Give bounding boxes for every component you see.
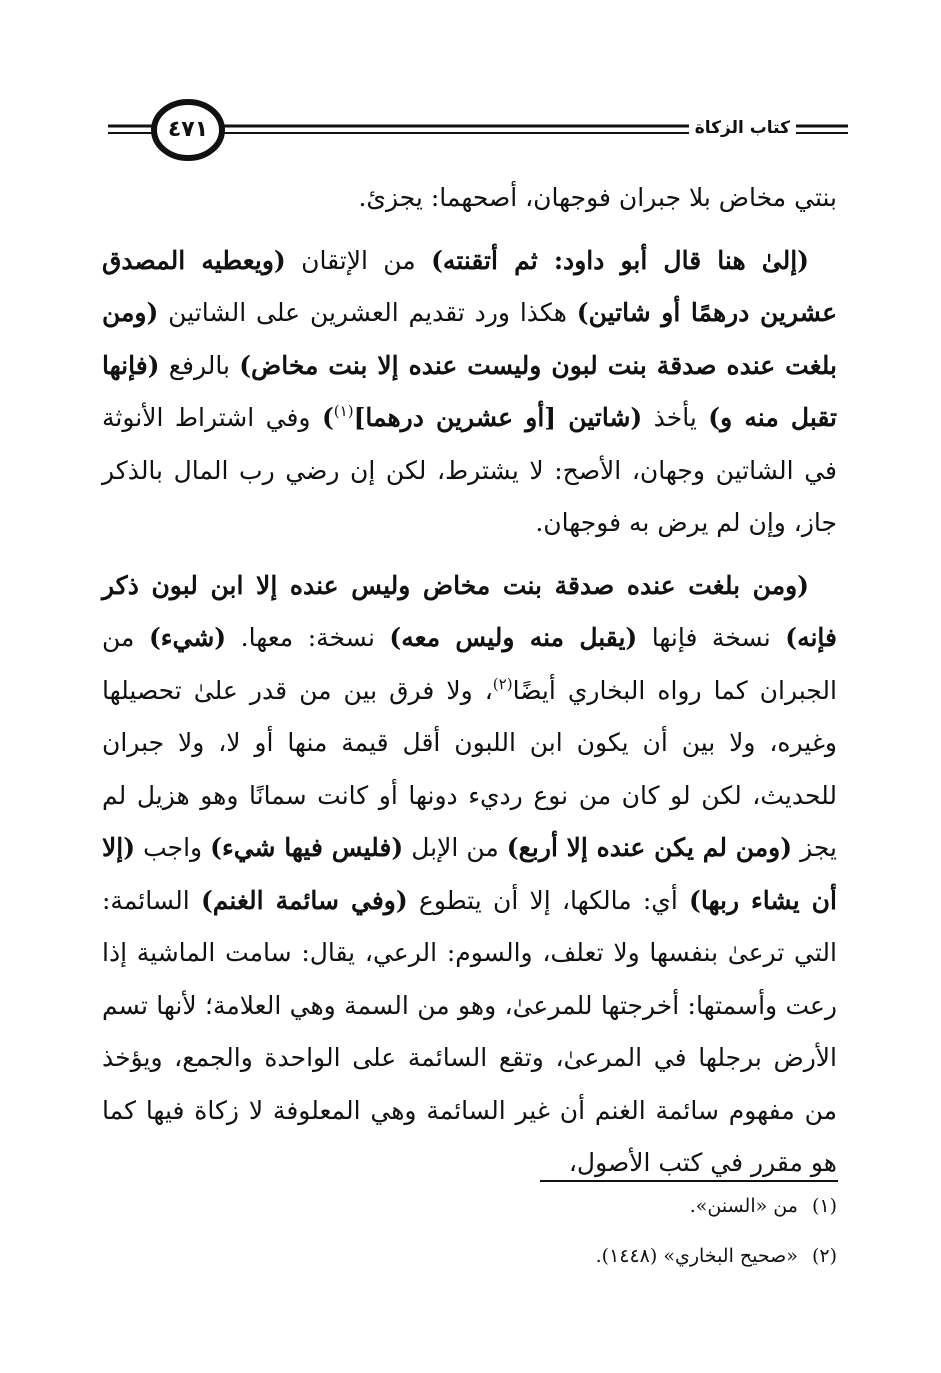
footnote-text: «صحيح البخاري» (١٤٤٨). — [595, 1245, 798, 1267]
text-run: ، ولا فرق بين من قدر علىٰ تحصيلها وغيره، ولا بين أن يكون ابن اللبون أقل قيمة منها أو لا، ولا جبران للحديث، لكن لو كان من نوع رديء دونها أو كانت سمانًا وهو هزيل لم يجز — [102, 675, 837, 862]
bold-text-run: (فإنها تقبل منه و) — [102, 350, 838, 432]
text-run: واجب — [135, 833, 211, 862]
main-text — [102, 172, 837, 1190]
paragraph-3 — [102, 560, 837, 1190]
footnote-reference: (١) — [333, 402, 354, 420]
bold-text-run: (فليس فيها شيء) — [210, 833, 404, 862]
text-run: وفي اشتراط الأنوثة في الشاتين وجهان، الأصح: لا يشترط، لكن إن رضي رب المال بالذكر جاز، وإن لم يرض به فوجهان. — [102, 403, 837, 537]
running-title: كتاب الزكاة — [689, 118, 796, 138]
text-run: من الإبل — [403, 833, 507, 862]
text-run: من الجبران كما رواه البخاري أيضًا — [102, 623, 837, 705]
bold-text-run: ) — [321, 403, 334, 432]
footnote-number: (٢) — [811, 1245, 837, 1267]
bold-text-run: (إلىٰ هنا قال أبو داود: ثم أتقنته) — [431, 245, 810, 275]
bold-text-run: (إلا أن يشاء ربها) — [102, 833, 837, 915]
footnote-number: (١) — [811, 1195, 837, 1217]
bold-text-run: (ومن بلغت عنده صدقة بنت لبون وليست عنده إلا بنت مخاض) — [102, 298, 837, 380]
footnote-2 — [137, 1242, 837, 1270]
footnotes — [137, 1192, 837, 1292]
page-header — [108, 96, 848, 166]
text-run: هكذا ورد تقديم العشرين على الشاتين — [158, 298, 577, 327]
footnote-separator — [540, 1180, 838, 1182]
text-run: بالرفع — [159, 350, 240, 380]
text-run: يأخذ — [642, 403, 709, 432]
page-number: ٤٧١ — [167, 117, 209, 142]
footnote-1 — [137, 1192, 837, 1220]
text-run: السائمة: التي ترعىٰ بنفسها ولا تعلف، والسوم: الرعي، يقال: سامت الماشية إذا رعت وأسمتها: أخرجتها للمرعىٰ، وهو من السمة وهي العلامة؛ لأنها تسم الأرض برجلها في المرعىٰ، وتقع السائمة على الواحدة والجمع، ويؤخذ من مفهوم سائمة الغنم أن غير السائمة وهي المعلوفة لا زكاة فيها كما هو مقرر في كتب الأصول، — [102, 885, 837, 1177]
bold-text-run: (ومن لم يكن عنده إلا أربع) — [506, 833, 793, 862]
bold-text-run: (شيء) — [148, 623, 227, 652]
text-run: من الإتقان — [285, 245, 432, 275]
paragraph-2 — [102, 235, 837, 550]
footnote-reference: (٢) — [492, 674, 513, 693]
text-run: نسخة فإنها — [637, 623, 786, 652]
bold-text-run: (شاتين [أو عشرين درهما] — [353, 403, 643, 432]
bold-text-run: (يقبل منه وليس معه) — [389, 623, 638, 652]
text-run: نسخة: معها. — [226, 623, 390, 652]
bold-text-run: (ومن بلغت عنده صدقة بنت مخاض وليس عنده إلا ابن لبون ذكر فإنه) — [102, 570, 837, 652]
footnote-text: من «السنن». — [689, 1195, 798, 1217]
paragraph-1: بنتي مخاض بلا جبران فوجهان، أصحهما: يجزئ. — [358, 183, 837, 212]
text-run: أي: مالكها، إلا أن يتطوع — [407, 885, 690, 915]
bold-text-run: (ويعطيه المصدق عشرين درهمًا أو شاتين) — [102, 245, 837, 327]
bold-text-run: (وفي سائمة الغنم) — [200, 885, 408, 915]
